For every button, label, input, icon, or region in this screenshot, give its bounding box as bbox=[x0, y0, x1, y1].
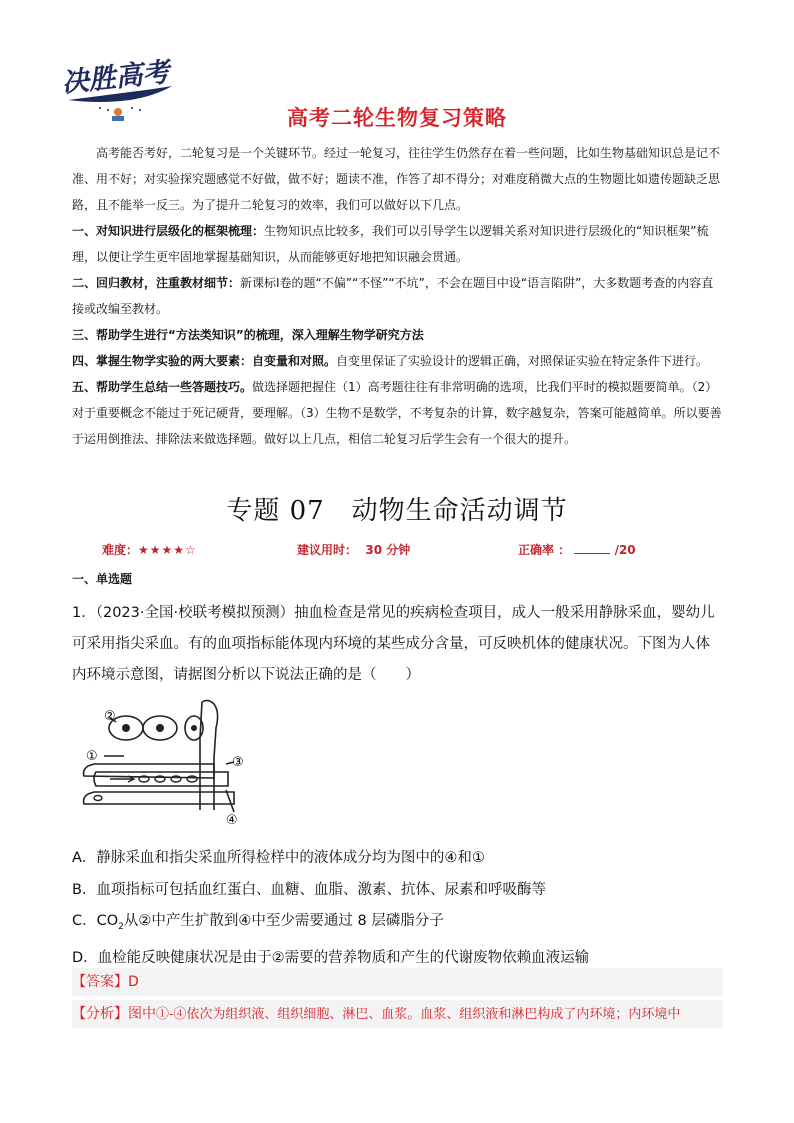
accuracy-blank[interactable] bbox=[574, 541, 610, 554]
question-1 bbox=[72, 598, 724, 691]
answer-options bbox=[72, 843, 732, 975]
intro-paragraph: 高考能否考好，二轮复习是一个关键环节。经过一轮复习，往往学生仍然存在着一些问题，比如生物基础知识总是记不准、用不好；对实验探究题感觉不好做，做不好；题读不准，作答了却不得分；对难度稍微大点的生物题比如遗传题缺乏思路，且不能举一反三。为了提升二轮复习的效率，我们可以做好以下几点。 bbox=[72, 146, 721, 212]
question-stem: 1．（2023·全国·校联考模拟预测）抽血检查是常见的疾病检查项目，成人一般采用静脉采血，婴幼儿可采用指尖采血。有的血项指标能体现内环境的某些成分含量，可反映机体的健康状况。下图为人体内环境示意图，请据图分析以下说法正确的是（ ） bbox=[72, 605, 715, 683]
option-c[interactable]: C．$CO_2$从②中产生扩散到④中至少需要通过 8 层磷脂分子 bbox=[72, 913, 444, 932]
option-b[interactable]: B．血项指标可包括血红蛋白、血糖、血脂、激素、抗体、尿素和呼吸酶等 bbox=[72, 881, 546, 898]
analysis-text: ①-④依次为组织液、组织细胞、淋巴、血浆。血浆、组织液和淋巴构成了内环境；内环境中 bbox=[156, 1007, 681, 1022]
topic-title: 专题 07 动物生命活动调节 bbox=[226, 496, 568, 526]
label-3: ③ bbox=[232, 755, 244, 770]
label-1: ① bbox=[86, 749, 98, 764]
label-4: ④ bbox=[226, 813, 238, 826]
analysis-band: 【分析】图中①-④依次为组织液、组织细胞、淋巴、血浆。血浆、组织液和淋巴构成了内环境；内环境中 bbox=[72, 1000, 723, 1028]
accuracy: 正确率 ： /20 bbox=[518, 543, 636, 557]
difficulty: 难度：★★★★☆ bbox=[102, 543, 197, 557]
internal-environment-diagram bbox=[74, 698, 260, 826]
strategy-item-3: 三、帮助学生进行“方法类知识”的梳理，深入理解生物学研究方法 bbox=[72, 328, 424, 342]
answer-value: D bbox=[128, 974, 139, 990]
section-title: 一、单选题 bbox=[72, 572, 133, 586]
intro-section bbox=[72, 140, 724, 452]
answer-tag: 【答案】 bbox=[72, 974, 128, 990]
strategy-item-4: 四、掌握生物学实验的两大要素：自变量和对照。自变里保证了实验设计的逻辑正确，对照保证实验在特定条件下进行。 bbox=[72, 354, 709, 368]
svg-text:决胜高考: 决胜高考 bbox=[60, 56, 171, 99]
option-a[interactable]: A．静脉采血和指尖采血所得检样中的液体成分均为图中的④和① bbox=[72, 850, 485, 866]
label-2: ② bbox=[104, 709, 116, 724]
difficulty-stars: ★★★★☆ bbox=[138, 543, 197, 557]
suggested-time: 建议用时： 30 分钟 bbox=[297, 543, 411, 557]
option-d[interactable]: D．血检能反映健康状况是由于②需要的营养物质和产生的代谢废物依赖血液运输 bbox=[72, 950, 590, 967]
document-title: 高考二轮生物复习策略 bbox=[287, 106, 507, 130]
analysis-tag: 【分析】 bbox=[72, 1006, 128, 1022]
strategy-item-2: 二、回归教材，注重教材细节：新课标Ⅰ卷的题“不偏”“不怪”“不坑”，不会在题目中设“语言陷阱”，大多数题考查的内容直接或改编至教材。 bbox=[72, 276, 714, 316]
strategy-item-1: 一、对知识进行层级化的框架梳理：生物知识点比较多，我们可以引导学生以逻辑关系对知识进行层级化的“知识框架”梳理，以便让学生更牢固地掌握基础知识，从而能够更好地把知识融会贯通。 bbox=[72, 224, 709, 264]
answer-band bbox=[72, 968, 723, 996]
strategy-item-5: 五、帮助学生总结一些答题技巧。做选择题把握住（1）高考题往往有非常明确的选项，比我们平时的模拟题要简单。（2）对于重要概念不能过于死记硬背，要理解。（3）生物不是数学，不考复杂的计算，数字越复杂，答案可能越简单。所以要善于运用倒推法、排除法来做选择题。做好以上几点，相信二轮复习后学生会有一个很大的提升。 bbox=[72, 380, 722, 446]
